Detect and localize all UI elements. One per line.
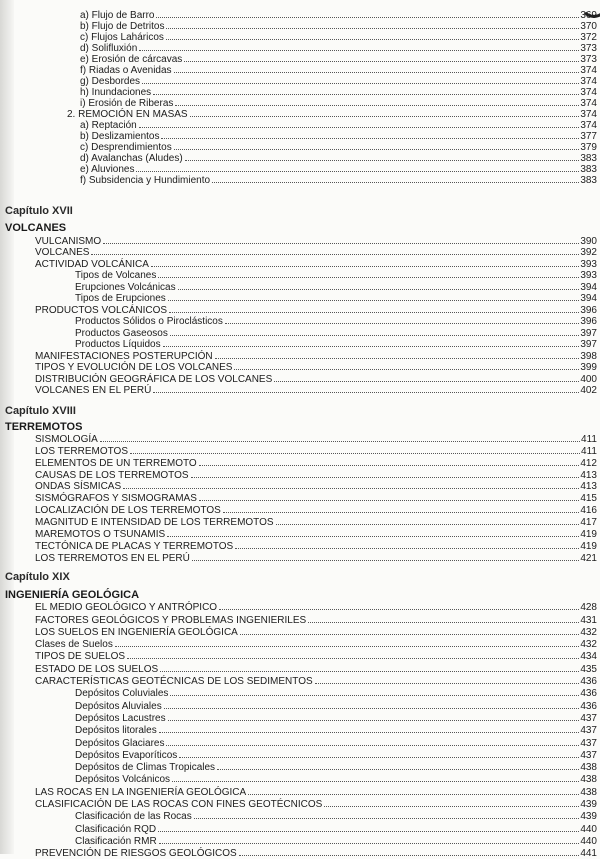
toc-entry [0,304,600,316]
dot-leader [194,818,580,819]
toc-entry-page: 372 [580,32,597,43]
toc-entry-page: 413 [580,481,597,493]
toc-entry-page: 399 [580,362,597,373]
toc-section-volcanes [0,235,600,396]
toc-entry-page: 439 [580,811,597,823]
dot-leader [179,757,579,758]
toc-entry [0,131,600,142]
dot-leader [175,105,579,106]
dot-leader [170,335,579,336]
toc-entry [0,481,600,493]
dot-leader [136,171,579,172]
toc-section-remocion [0,10,600,186]
toc-entry-page: 415 [580,493,597,505]
dot-leader [91,254,579,255]
dot-leader [315,683,580,684]
toc-entry-label: TECTÓNICA DE PLACAS Y TERREMOTOS [35,540,234,552]
toc-entry-page: 421 [580,552,597,564]
toc-entry [0,773,600,785]
toc-entry-page: 437 [580,749,597,761]
toc-entry [0,153,600,164]
toc-entry [0,469,600,481]
chapter-label: Capítulo XIX [5,571,70,583]
toc-entry-page: 393 [580,270,597,281]
dot-leader [191,477,580,478]
dot-leader [170,695,579,696]
toc-entry-label: LOS TERREMOTOS EN EL PERÚ [35,552,190,564]
toc-entry-label: Tipos de Volcanes [75,270,157,281]
toc-entry-label: ELEMENTOS DE UN TERREMOTO [35,457,197,469]
toc-entry [0,552,600,564]
dot-leader [184,61,579,62]
toc-entry [0,164,600,175]
dot-leader [158,831,579,832]
toc-entry-label: d) Avalanchas (Aludes) [80,153,183,164]
toc-entry [0,675,600,687]
toc-entry-page: 374 [580,120,597,131]
toc-entry-page: 438 [580,762,597,774]
dot-leader [274,381,579,382]
toc-entry [0,142,600,153]
dot-leader [248,794,579,795]
toc-entry [0,247,600,259]
toc-entry [0,749,600,761]
toc-entry-page: 440 [580,835,597,847]
toc-entry-label: VOLCANES [35,247,90,258]
toc-entry [0,540,600,552]
toc-entry-label: LOS SUELOS EN INGENIERÍA GEOLÓGICA [35,626,238,638]
toc-entry-label: Depósitos Evaporíticos [75,749,178,761]
toc-entry-page: 412 [580,457,597,469]
dot-leader [115,646,579,647]
toc-entry-label: SISMÓGRAFOS Y SISMOGRAMAS [35,493,197,505]
toc-entry-page: 390 [580,235,597,247]
toc-entry [0,601,600,613]
toc-entry-label: EL MEDIO GEOLÓGICO Y ANTRÓPICO [35,602,218,614]
toc-entry [0,457,600,469]
toc-entry-label: e) Erosión de cárcavas [80,54,183,65]
dot-leader [103,243,579,244]
toc-entry-page: 383 [580,175,597,186]
toc-entry-page: 393 [580,258,597,270]
toc-entry-label: Productos Sólidos o Piroclásticos [75,316,223,327]
toc-entry [0,433,600,445]
toc-entry-label: i) Erosión de Riberas [80,98,174,109]
toc-entry [0,810,600,822]
dot-leader [168,720,580,721]
toc-entry-label: d) Solifluxión [80,43,138,54]
toc-entry [0,270,600,282]
toc-entry-label: Tipos de Erupciones [75,293,166,304]
dot-leader [156,17,579,18]
toc-entry [0,373,600,385]
dot-leader [168,300,580,301]
toc-entry [0,687,600,699]
toc-entry-page: 419 [580,529,597,541]
toc-entry [0,699,600,711]
chapter-label: Capítulo XVIII [5,405,76,417]
toc-entry-label: b) Deslizamientos [80,131,160,142]
chapter-title: INGENIERÍA GEOLÓGICA [5,589,140,601]
dot-leader [100,441,580,442]
dot-leader [174,149,580,150]
toc-entry [0,626,600,638]
dot-leader [215,358,580,359]
dot-leader [151,266,579,267]
toc-entry-label: Depósitos Aluviales [75,700,162,712]
toc-entry-label: ONDAS SÍSMICAS [35,481,122,493]
toc-entry-label: Depósitos Coluviales [75,688,169,700]
toc-entry-page: 369 [580,10,597,21]
toc-entry [0,761,600,773]
toc-entry-label: Clasificación de las Rocas [75,811,192,823]
toc-entry-label: a) Reptación [80,120,137,131]
toc-entry [0,10,600,21]
toc-entry-page: 438 [580,774,597,786]
toc-entry-label: 2. REMOCIÓN EN MASAS [67,109,188,120]
toc-entry [0,327,600,339]
toc-entry-page: 432 [580,626,597,638]
dot-leader [174,72,580,73]
toc-entry [0,798,600,810]
dot-leader [234,369,579,370]
toc-entry-page: 373 [580,43,597,54]
toc-entry [0,98,600,109]
toc-entry-page: 374 [580,76,597,87]
toc-entry-label: e) Aluviones [80,164,135,175]
toc-entry-label: PRODUCTOS VOLCÁNICOS [35,304,168,316]
toc-entry-label: FACTORES GEOLÓGICOS Y PROBLEMAS INGENIERILES [35,614,307,626]
toc-entry [0,516,600,528]
dot-leader [276,524,580,525]
toc-entry [0,339,600,351]
toc-entry-label: Erupciones Volcánicas [75,281,176,293]
toc-entry-page: 397 [580,327,597,339]
toc-entry-page: 397 [580,339,597,350]
toc-entry [0,835,600,847]
dot-leader [166,745,579,746]
toc-entry-page: 411 [581,445,597,457]
toc-entry-label: f) Subsidencia y Hundimiento [80,175,211,186]
toc-entry-label: b) Flujo de Detritos [80,21,165,32]
toc-entry-label: ESTADO DE LOS SUELOS [35,663,159,675]
toc-entry-label: Depósitos de Climas Tropicales [75,762,216,774]
toc-entry-page: 396 [580,316,597,327]
toc-entry-page: 436 [580,688,597,700]
toc-entry [0,281,600,293]
dot-leader [164,708,580,709]
dot-leader [199,465,580,466]
dot-leader [324,806,579,807]
dot-leader [166,39,579,40]
toc-entry [0,650,600,662]
dot-leader [130,453,580,454]
dot-leader [225,323,579,324]
toc-entry-page: 379 [580,142,597,153]
toc-entry [0,638,600,650]
dot-leader [153,392,579,393]
toc-entry [0,492,600,504]
toc-entry [0,712,600,724]
toc-entry-label: c) Desprendimientos [80,142,172,153]
toc-entry-page: 383 [580,164,597,175]
dot-leader [169,312,579,313]
toc-entry [0,32,600,43]
toc-entry-page: 439 [580,799,597,811]
toc-entry [0,120,600,131]
toc-entry-page: 431 [580,614,597,626]
toc-entry [0,847,600,859]
dot-leader [159,732,580,733]
toc-entry-label: Clases de Suelos [35,639,113,651]
dot-leader [235,548,579,549]
toc-entry-label: Clasificación RQD [75,823,157,835]
toc-entry-page: 436 [580,676,597,688]
toc-entry [0,385,600,397]
dot-leader [142,83,579,84]
toc-entry-label: ACTIVIDAD VOLCÁNICA [35,258,149,270]
dot-leader [240,634,579,635]
toc-entry-label: MAGNITUD E INTENSIDAD DE LOS TERREMOTOS [35,517,274,529]
dot-leader [139,50,579,51]
toc-entry-page: 396 [580,304,597,316]
toc-entry-page: 437 [580,712,597,724]
dot-leader [160,671,579,672]
toc-entry-label: LAS ROCAS EN LA INGENIERÍA GEOLÓGICA [35,786,247,798]
toc-entry-label: Clasificación RMR [75,835,157,847]
toc-entry-label: Depósitos Lacustres [75,712,166,724]
toc-entry-page: 413 [580,469,597,481]
dot-leader [199,500,579,501]
toc-entry-page: 437 [580,725,597,737]
toc-entry-label: DISTRIBUCIÓN GEOGRÁFICA DE LOS VOLCANES [35,373,273,385]
toc-entry [0,724,600,736]
dot-leader [239,855,580,856]
toc-entry-page: 438 [580,786,597,798]
toc-entry [0,350,600,362]
toc-entry-label: LOCALIZACIÓN DE LOS TERREMOTOS [35,505,221,517]
toc-entry-label: g) Desbordes [80,76,141,87]
toc-entry-label: f) Riadas o Avenidas [80,65,172,76]
toc-entry [0,662,600,674]
chapter-title: VOLCANES [5,222,67,234]
toc-entry-label: TIPOS Y EVOLUCIÓN DE LOS VOLCANES [35,362,233,373]
toc-entry-label: a) Flujo de Barro [80,10,155,21]
chapter-title: TERREMOTOS [5,421,83,433]
toc-entry-page: 374 [580,109,597,120]
toc-entry [0,445,600,457]
toc-entry [0,109,600,120]
toc-entry [0,87,600,98]
toc-entry-page: 383 [580,153,597,164]
dot-leader [172,781,579,782]
dot-leader [167,536,579,537]
toc-entry-label: VOLCANES EN EL PERÚ [35,385,152,396]
toc-entry-page: 392 [580,247,597,258]
toc-entry [0,65,600,76]
toc-entry-label: Depósitos litorales [75,725,157,737]
toc-entry-page: 434 [580,651,597,663]
toc-entry-label: Depósitos Volcánicos [75,774,171,786]
toc-entry-label: PREVENCIÓN DE RIESGOS GEOLÓGICOS [35,848,237,859]
chapter-label: Capítulo XVII [5,205,73,217]
dot-leader [190,116,580,117]
toc-entry-label: MANIFESTACIONES POSTERUPCIÓN [35,350,213,362]
toc-entry-label: CARACTERÍSTICAS GEOTÉCNICAS DE LOS SEDIMENTOS [35,676,313,688]
dot-leader [212,182,579,183]
toc-entry [0,76,600,87]
dot-leader [127,658,579,659]
toc-entry-label: Productos Gaseosos [75,327,168,339]
toc-entry-page: 370 [580,21,597,32]
toc-entry-page: 416 [580,505,597,517]
toc-entry [0,235,600,247]
dot-leader [159,843,580,844]
dot-leader [166,28,579,29]
toc-entry-label: Productos Líquidos [75,339,161,350]
toc-entry-label: h) Inundaciones [80,87,152,98]
toc-entry-page: 374 [580,87,597,98]
toc-entry-label: CLASIFICACIÓN DE LAS ROCAS CON FINES GEOTÉCNICOS [35,799,323,811]
toc-section-ingenieria [0,601,600,859]
dot-leader [219,609,579,610]
dot-leader [161,138,579,139]
toc-entry [0,258,600,270]
toc-entry-page: 437 [580,737,597,749]
toc-entry [0,362,600,374]
toc-entry-page: 374 [580,98,597,109]
toc-entry-page: 400 [580,373,597,385]
dot-leader [178,289,580,290]
dot-leader [223,512,580,513]
toc-entry-page: 373 [580,54,597,65]
toc-entry-page: 394 [580,281,597,293]
toc-entry-page: 440 [580,823,597,835]
dot-leader [158,277,579,278]
dot-leader [139,127,580,128]
toc-entry [0,43,600,54]
toc-entry-label: MAREMOTOS O TSUNAMIS [35,529,166,541]
dot-leader [153,94,579,95]
toc-entry-page: 432 [580,639,597,651]
toc-entry-page: 419 [580,540,597,552]
toc-entry [0,736,600,748]
toc-entry-label: TIPOS DE SUELOS [35,651,126,663]
toc-entry-page: 374 [580,65,597,76]
toc-entry-label: c) Flujos Laháricos [80,32,164,43]
toc-entry [0,613,600,625]
toc-entry [0,316,600,328]
toc-section-terremotos [0,433,600,564]
toc-entry-label: CAUSAS DE LOS TERREMOTOS [35,469,189,481]
dot-leader [123,488,579,489]
toc-entry-page: 411 [581,433,597,445]
toc-entry [0,785,600,797]
toc-entry-page: 377 [580,131,597,142]
dot-leader [217,769,579,770]
toc-entry [0,54,600,65]
toc-entry-label: SISMOLOGÍA [35,433,98,445]
dot-leader [192,560,579,561]
toc-entry [0,822,600,834]
toc-entry [0,504,600,516]
toc-entry-page: 436 [580,700,597,712]
dot-leader [308,622,579,623]
toc-entry-page: 428 [580,602,597,614]
toc-entry-page: 394 [580,293,597,304]
toc-entry-page: 402 [580,385,597,396]
dot-leader [185,160,580,161]
toc-entry-page: 441 [580,848,597,859]
toc-entry [0,175,600,186]
toc-entry [0,293,600,305]
toc-entry-label: Depósitos Glaciares [75,737,165,749]
dot-leader [163,346,580,347]
toc-entry-page: 417 [580,517,597,529]
toc-entry-page: 435 [580,663,597,675]
toc-entry-label: LOS TERREMOTOS [35,445,128,457]
toc-entry-page: 398 [580,350,597,362]
toc-entry-label: VULCANISMO [35,235,102,247]
toc-entry [0,528,600,540]
toc-entry [0,21,600,32]
